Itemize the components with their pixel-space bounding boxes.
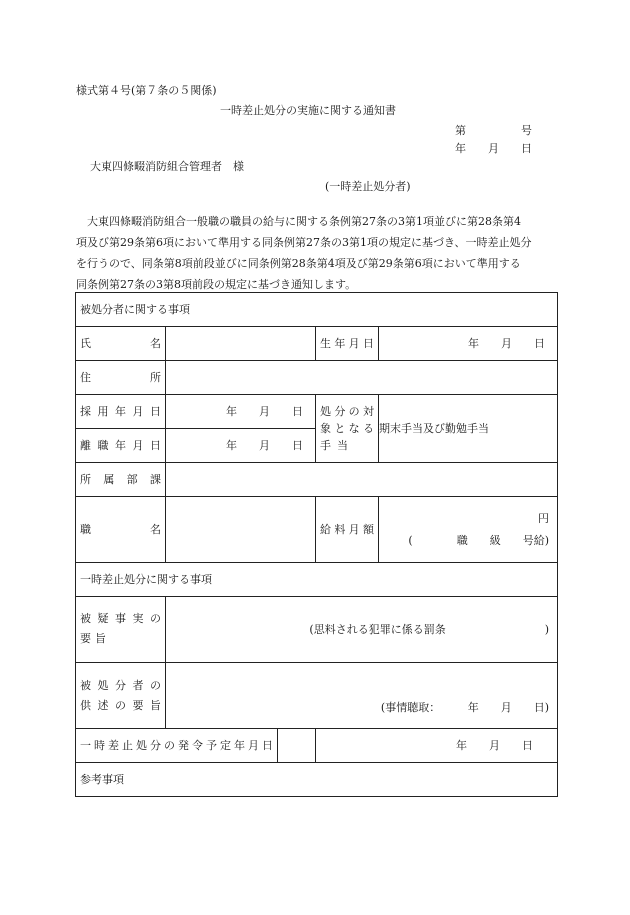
document-date-line: 年 月 日 xyxy=(455,142,532,155)
paragraph-line: を行うので、同条第8項前段並びに同条例第28条第4項及び第29条第6項において準用する xyxy=(76,257,521,270)
name-label: 氏 名 xyxy=(76,327,166,361)
table-row xyxy=(76,729,558,763)
table-row xyxy=(76,293,558,327)
table-row xyxy=(76,497,558,563)
issue-date-field[interactable]: 年 月 日 xyxy=(316,729,558,763)
hire-date-field[interactable]: 年 月 日 xyxy=(166,395,316,429)
salary-field[interactable] xyxy=(379,497,558,563)
remarks-label: 参考事項 xyxy=(76,763,558,797)
suspicion-label xyxy=(76,597,166,663)
paragraph-line: 項及び第29条第6項において準用する同条例第27条の3第1項の規定に基づき、一時差止処分 xyxy=(76,236,532,249)
section-header-subject: 被処分者に関する事項 xyxy=(76,293,558,327)
table-row xyxy=(76,597,558,663)
birthdate-label: 生年月日 xyxy=(316,327,379,361)
issue-date-label: 一時差止処分の発令予定年月日 xyxy=(80,738,273,752)
leave-date-label: 離職年月日 xyxy=(76,429,166,463)
table-row xyxy=(76,563,558,597)
document-number-line: 第 号 xyxy=(455,124,532,137)
table-row xyxy=(76,395,558,429)
table-row xyxy=(76,361,558,395)
column-divider xyxy=(277,729,278,763)
statement-label-line: 被処分者の xyxy=(80,678,161,692)
leave-date-field[interactable]: 年 月 日 xyxy=(166,429,316,463)
position-label: 職 名 xyxy=(76,497,166,563)
issuer-label: (一時差止処分者) xyxy=(325,180,411,193)
addressee: 大東四條畷消防組合管理者 様 xyxy=(90,160,244,173)
table-row xyxy=(76,763,558,797)
department-field[interactable] xyxy=(166,463,558,497)
table-row xyxy=(76,463,558,497)
form-number: 様式第４号(第７条の５関係) xyxy=(76,84,217,97)
target-label-line: 処分の対 xyxy=(320,405,374,418)
suspicion-label-line: 被疑事実の xyxy=(80,612,161,625)
table-row xyxy=(76,663,558,729)
document-title: 一時差止処分の実施に関する通知書 xyxy=(220,104,396,117)
statement-label-line: 供述の要旨 xyxy=(80,698,161,712)
name-field[interactable] xyxy=(166,327,316,361)
notice-paragraph xyxy=(76,211,562,295)
target-allowance-label xyxy=(316,395,379,463)
notice-form-table xyxy=(75,292,558,797)
statement-label xyxy=(76,663,166,729)
issue-date-cell xyxy=(76,729,316,763)
statement-field[interactable]: (事情聴取： 年 月 日) xyxy=(166,663,558,729)
suspicion-label-line: 要旨 xyxy=(80,632,110,645)
target-allowance-value: 期末手当及び勤勉手当 xyxy=(379,395,558,463)
birthdate-field[interactable]: 年 月 日 xyxy=(379,327,558,361)
salary-grade-line: ( 職 級 号給) xyxy=(408,533,549,547)
address-label: 住 所 xyxy=(76,361,166,395)
department-label: 所属部課 xyxy=(76,463,166,497)
paragraph-line: 大東四條畷消防組合一般職の職員の給与に関する条例第27条の3第1項並びに第28条第4 xyxy=(87,215,521,228)
hire-date-label: 採用年月日 xyxy=(76,395,166,429)
target-label-line: 象となる xyxy=(320,422,374,435)
suspicion-field[interactable]: (思料される犯罪に係る罰条 ) xyxy=(166,597,558,663)
salary-label: 給料月額 xyxy=(316,497,379,563)
position-field[interactable] xyxy=(166,497,316,563)
address-field[interactable] xyxy=(166,361,558,395)
section-header-suspension: 一時差止処分に関する事項 xyxy=(76,563,558,597)
target-label-line: 手当 xyxy=(320,439,354,452)
paragraph-line: 同条例第27条の3第8項前段の規定に基づき通知します。 xyxy=(76,278,357,291)
salary-yen-unit: 円 xyxy=(538,511,549,525)
table-row xyxy=(76,327,558,361)
